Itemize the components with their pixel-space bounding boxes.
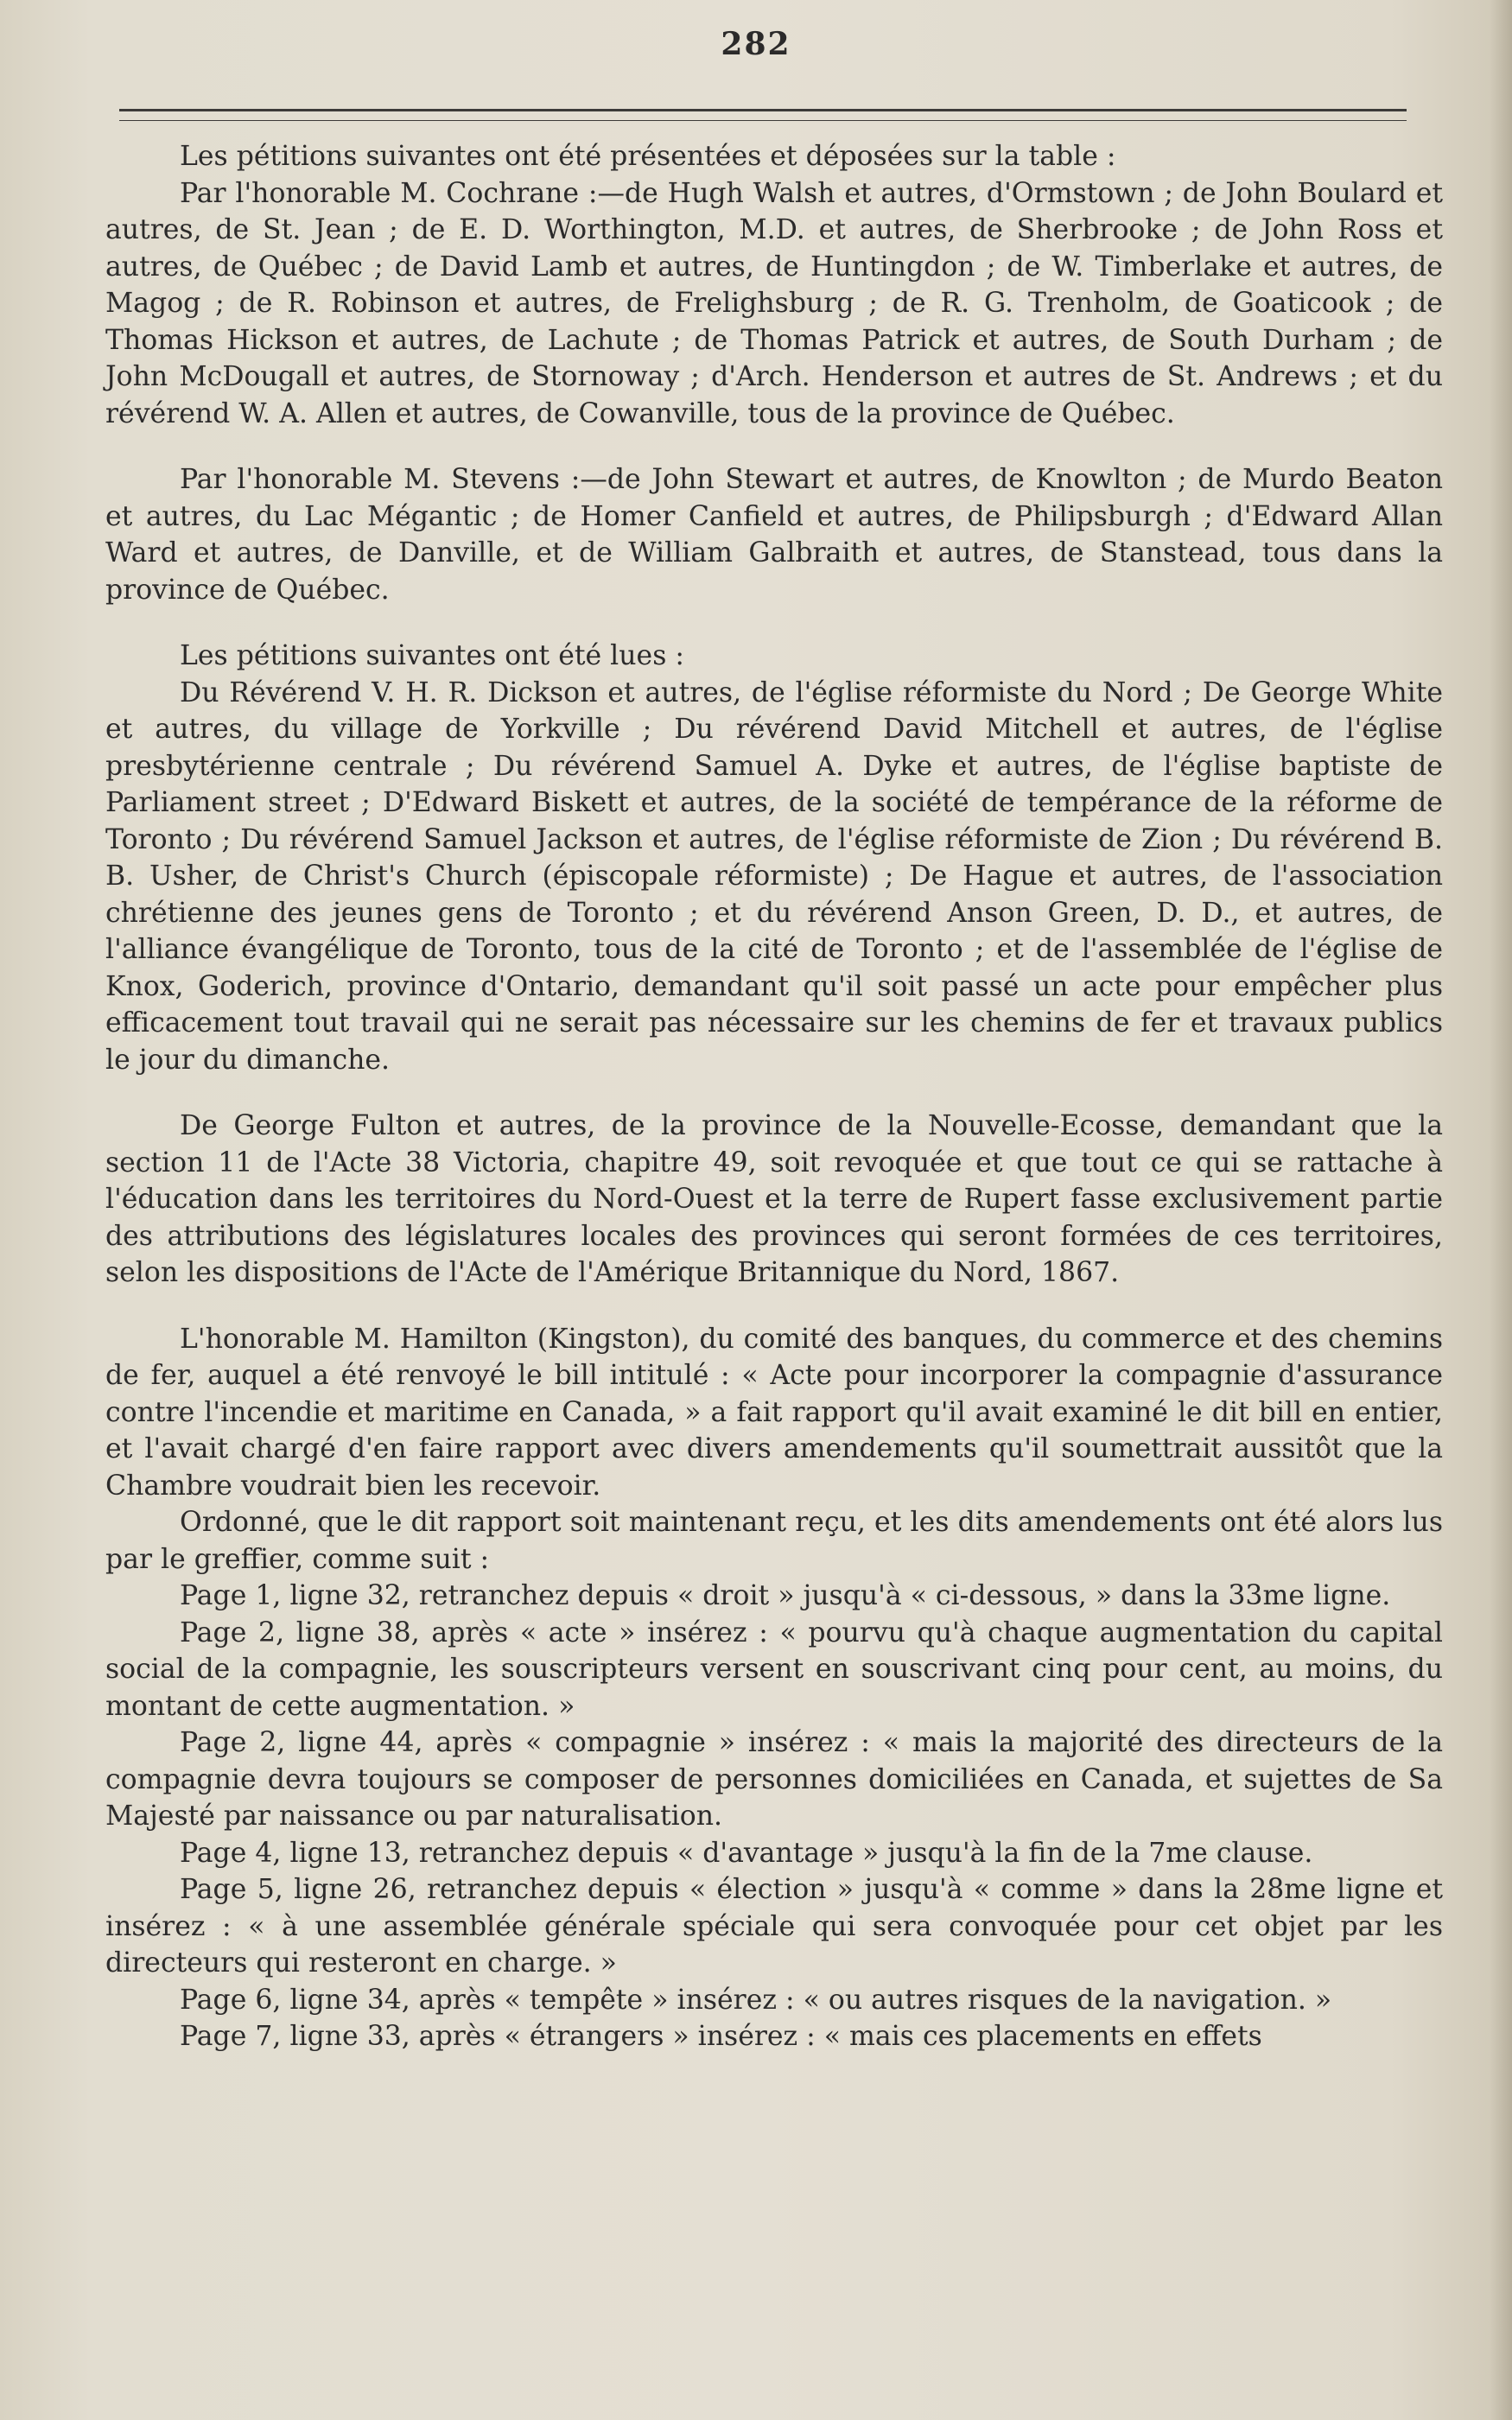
paragraph-dickson: Du Révérend V. H. R. Dickson et autres, de l'église réformiste du Nord ; De George White et autres, du village de Yorkville ; Du révérend David Mitchell et autres, de l'église presbytérienne centrale ; Du révérend Samuel A. Dyke et autres, de l'église baptiste de Parliament street ; D'Edward Biskett et autres, de la société de tempérance de la réforme de Toronto ; Du révérend Samuel Jackson et autres, de l'église réformiste de Zion ; Du révérend B. B. Usher, de Christ's Church (épiscopale réformiste) ; De Hague et autres, de l'association chrétienne des jeunes gens de Toronto ; et du révérend Anson Green, D. D., et autres, de l'alliance évangélique de Toronto, tous de la cité de Toronto ; et de l'assemblée de l'église de Knox, Goderich, province d'Ontario, demandant qu'il soit passé un acte pour empêcher plus efficacement tout travail qui ne serait pas nécessaire sur les chemins de fer et travaux publics le jour du dimanche. [105,676,1443,1076]
header-rule [119,109,1407,121]
document-body [105,138,1443,2055]
paragraph-ordonne: Ordonné, que le dit rapport soit maintenant reçu, et les dits amendements ont été alors lus par le greffier, comme suit : [105,1507,1443,1575]
paragraph-fulton: De George Fulton et autres, de la province de la Nouvelle-Ecosse, demandant que la section 11 de l'Acte 38 Victoria, chapitre 49, soit revoquée et que tout ce qui se rattache à l'éducation dans les territoires du Nord-Ouest et la terre de Rupert fasse exclusivement partie des attributions des législatures locales des provinces qui seront formées de ces territoires, selon les dispositions de l'Acte de l'Amérique Britannique du Nord, 1867. [105,1110,1443,1288]
amendment-page-7: Page 7, ligne 33, après « étrangers » insérez : « mais ces placements en effets [180,2021,1262,2052]
paragraph-intro-read: Les pétitions suivantes ont été lues : [180,640,684,671]
amendment-page-4: Page 4, ligne 13, retranchez depuis « d'avantage » jusqu'à la fin de la 7me clause. [180,1837,1313,1869]
paragraph-stevens: Par l'honorable M. Stevens :—de John Stewart et autres, de Knowlton ; de Murdo Beaton et autres, du Lac Mégantic ; de Homer Canfield et autres, de Philipsburgh ; d'Edward Allan Ward et autres, de Danville, et de William Galbraith et autres, de Stanstead, tous dans la province de Québec. [105,464,1443,606]
paragraph-hamilton: L'honorable M. Hamilton (Kingston), du comité des banques, du commerce et des chemins de fer, auquel a été renvoyé le bill intitulé : « Acte pour incorporer la compagnie d'assurance contre l'incendie et maritime en Canada, » a fait rapport qu'il avait examiné le dit bill en entier, et l'avait chargé d'en faire rapport avec divers amendements qu'il soumettrait aussitôt que la Chambre voudrait bien les recevoir. [105,1323,1443,1502]
page-edge-shadow [1490,0,1512,2420]
paragraph-intro-petitions: Les pétitions suivantes ont été présentées et déposées sur la table : [180,141,1116,172]
amendment-page-1: Page 1, ligne 32, retranchez depuis « droit » jusqu'à « ci-dessous, » dans la 33me ligne. [180,1580,1391,1611]
amendment-page-6: Page 6, ligne 34, après « tempête » insérez : « ou autres risques de la navigation. » [180,1984,1332,2016]
amendment-page-5: Page 5, ligne 26, retranchez depuis « élection » jusqu'à « comme » dans la 28me ligne et insérez : « à une assemblée générale spéciale qui sera convoquée pour cet objet par les directeurs qui resteront en charge. » [105,1874,1443,1979]
paragraph-cochrane: Par l'honorable M. Cochrane :—de Hugh Walsh et autres, d'Ormstown ; de John Boulard et autres, de St. Jean ; de E. D. Worthington, M.D. et autres, de Sherbrooke ; de John Ross et autres, de Québec ; de David Lamb et autres, de Huntingdon ; de W. Timberlake et autres, de Magog ; de R. Robinson et autres, de Frelighsburg ; de R. G. Trenholm, de Goaticook ; de Thomas Hickson et autres, de Lachute ; de Thomas Patrick et autres, de South Durham ; de John McDougall et autres, de Stornoway ; d'Arch. Henderson et autres de St. Andrews ; et du révérend W. A. Allen et autres, de Cowanville, tous de la province de Québec. [105,177,1443,429]
amendment-page-2-line-38: Page 2, ligne 38, après « acte » insérez : « pourvu qu'à chaque augmentation du capital social de la compagnie, les souscripteurs versent en souscrivant cinq pour cent, au moins, du montant de cette augmentation. » [105,1617,1443,1722]
page-number: 282 [721,26,791,62]
amendment-page-2-line-44: Page 2, ligne 44, après « compagnie » insérez : « mais la majorité des directeurs de la compagnie devra toujours se composer de personnes domiciliées en Canada, et sujettes de Sa Majesté par naissance ou par naturalisation. [105,1727,1443,1832]
